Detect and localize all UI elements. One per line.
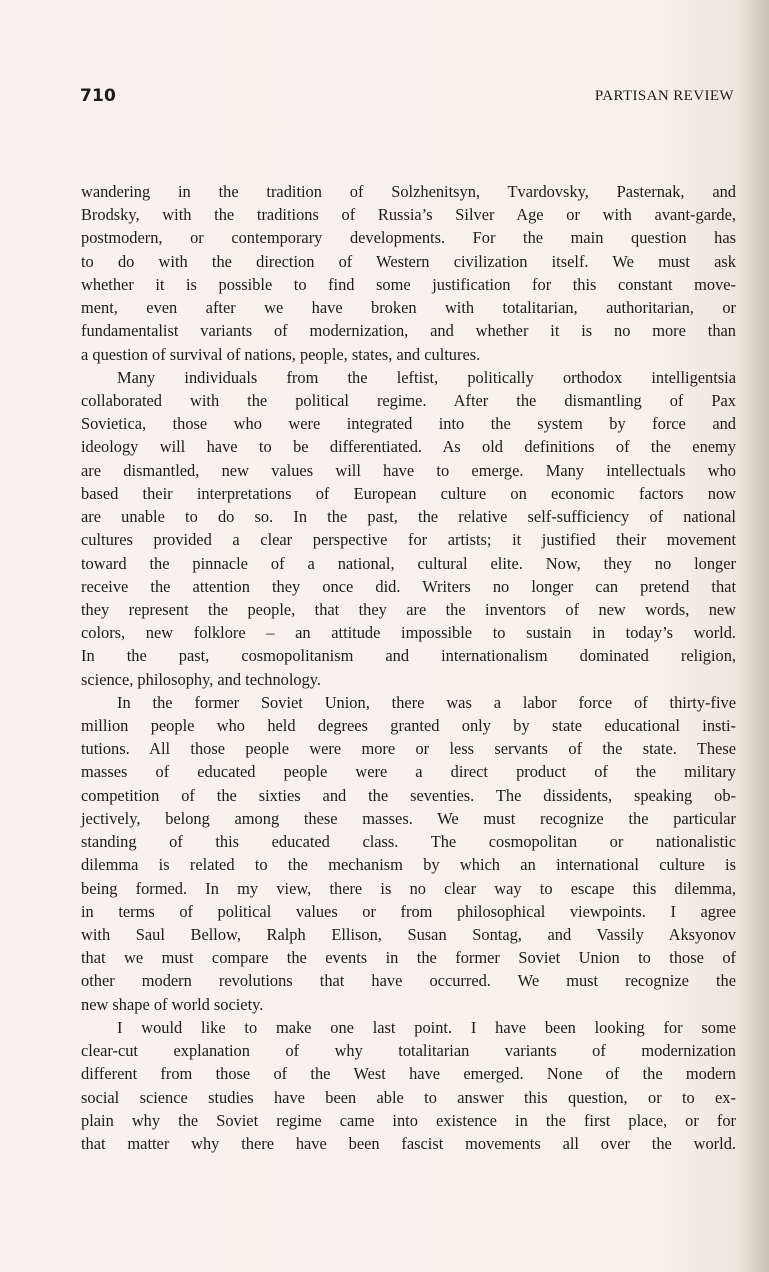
paragraph-start-line: I would like to make one last point. I have been looking for some (117, 1017, 736, 1037)
text-line: fundamentalist variants of modernization, and whether it is no more than (81, 321, 736, 341)
text-line: Sovietica, those who were integrated into the system by force and (81, 414, 736, 434)
text-line: colors, new folklore – an attitude impossible to sustain in today’s world. (81, 623, 736, 643)
text-line: social science studies have been able to answer this question, or to ex- (81, 1087, 736, 1107)
text-line: jectively, belong among these masses. We must recognize the particular (81, 808, 736, 828)
running-head: PARTISAN REVIEW (594, 88, 734, 104)
text-line: are unable to do so. In the past, the relative self-sufficiency of national (81, 507, 736, 527)
text-line: being formed. In my view, there is no clear way to escape this dilemma, (81, 878, 736, 898)
paragraph-start-line: In the former Soviet Union, there was a labor force of thirty-five (117, 692, 736, 712)
text-line: a question of survival of nations, people, states, and cultures. (81, 344, 481, 364)
text-line: toward the pinnacle of a national, cultural elite. Now, they no longer (81, 553, 736, 573)
text-line: whether it is possible to find some justification for this constant move- (81, 274, 736, 294)
text-line: In the past, cosmopolitanism and internationalism dominated religion, (81, 646, 736, 666)
text-line: with Saul Bellow, Ralph Ellison, Susan Sontag, and Vassily Aksyonov (81, 925, 736, 944)
text-line: other modern revolutions that have occurred. We must recognize the (81, 971, 736, 991)
body-text (81, 180, 736, 1155)
text-line: science, philosophy, and technology. (81, 669, 322, 689)
text-line: million people who held degrees granted only by state educational insti- (81, 716, 736, 736)
text-line: different from those of the West have emerged. None of the modern (81, 1064, 736, 1084)
text-line: wandering in the tradition of Solzhenitsyn, Tvardovsky, Pasternak, and (81, 182, 736, 201)
text-line: masses of educated people were a direct product of the military (81, 762, 736, 782)
paragraph-start-line: Many individuals from the leftist, politically orthodox intelligentsia (117, 367, 736, 387)
text-line: they represent the people, that they are the inventors of new words, new (81, 599, 736, 619)
text-line: Brodsky, with the traditions of Russia’s Silver Age or with avant-garde, (81, 205, 736, 225)
text-line: dilemma is related to the mechanism by which an international culture is (81, 855, 736, 875)
text-line: that we must compare the events in the former Soviet Union to those of (81, 948, 736, 968)
text-line: clear-cut explanation of why totalitarian variants of modernization (81, 1041, 736, 1061)
text-line: cultures provided a clear perspective for artists; it justified their movement (81, 530, 736, 550)
text-line: new shape of world society. (81, 994, 264, 1014)
page-header (80, 86, 734, 110)
text-line: collaborated with the political regime. After the dismantling of Pax (81, 390, 736, 410)
text-line: receive the attention they once did. Writers no longer can pretend that (81, 576, 736, 596)
text-line: ment, even after we have broken with totalitarian, authoritarian, or (81, 298, 736, 318)
text-line: standing of this educated class. The cosmopolitan or nationalistic (81, 832, 736, 852)
text-line: in terms of political values or from philosophical viewpoints. I agree (81, 901, 736, 921)
page-number: 710 (80, 86, 117, 106)
text-line: based their interpretations of European culture on economic factors now (81, 483, 736, 503)
text-line: are dismantled, new values will have to emerge. Many intellectuals who (81, 460, 736, 480)
text-line: to do with the direction of Western civilization itself. We must ask (81, 251, 736, 271)
text-line: tutions. All those people were more or less servants of the state. These (81, 739, 736, 759)
text-line: ideology will have to be differentiated. As old definitions of the enemy (81, 437, 736, 457)
text-line: plain why the Soviet regime came into existence in the first place, or for (81, 1110, 736, 1130)
text-line: postmodern, or contemporary developments. For the main question has (81, 228, 736, 248)
text-line: that matter why there have been fascist movements all over the world. (81, 1133, 736, 1153)
text-line: competition of the sixties and the seventies. The dissidents, speaking ob- (81, 785, 736, 805)
